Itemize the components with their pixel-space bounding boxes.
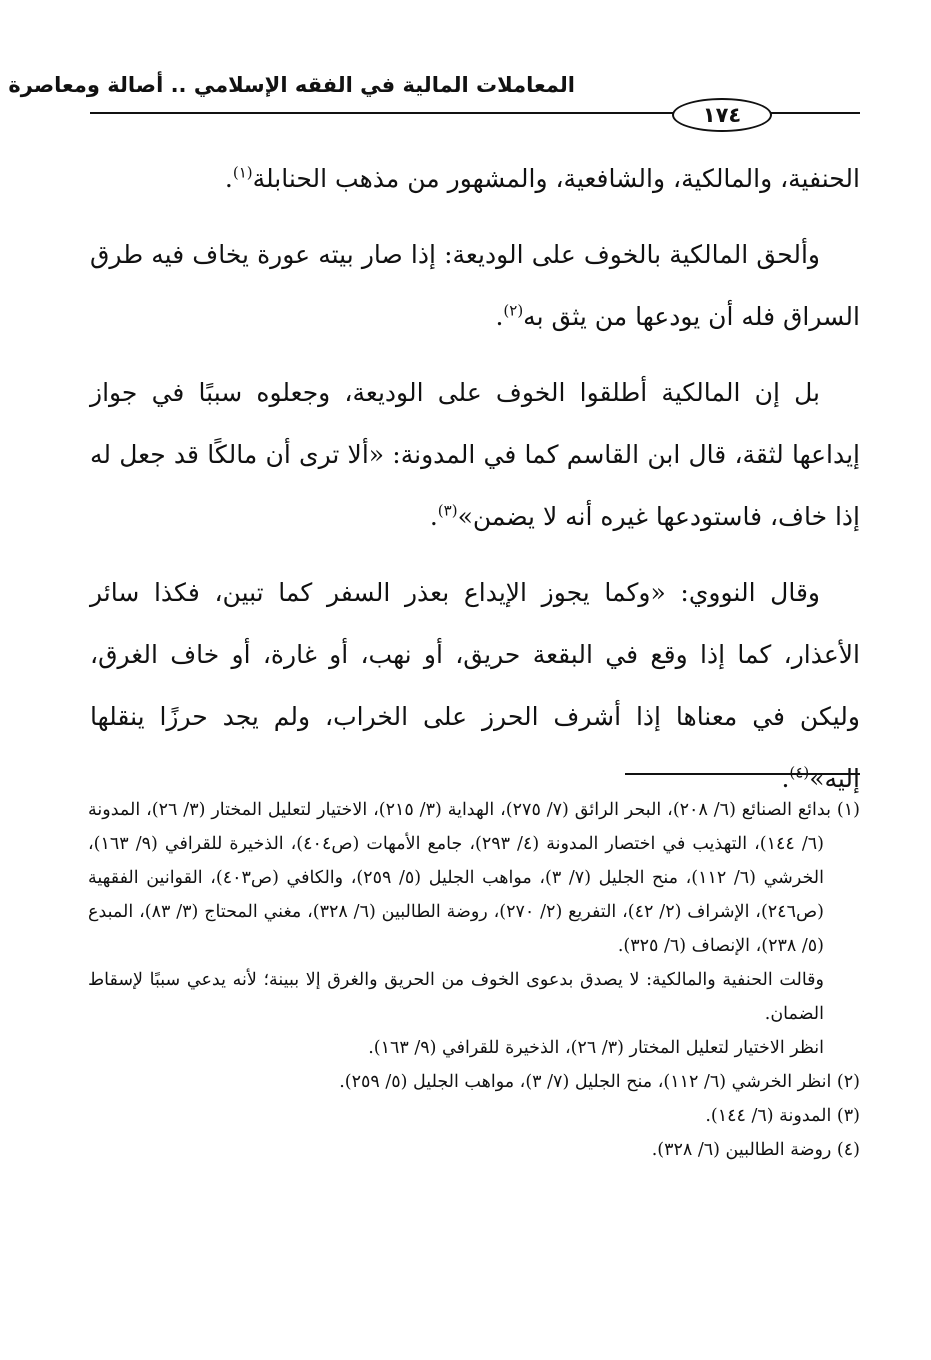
footnote-2: (٢) انظر الخرشي (٦/ ١١٢)، منح الجليل (٧/ ٣)، مواهب الجليل (٥/ ٢٥٩). bbox=[339, 1072, 860, 1092]
paragraph-tail: . bbox=[781, 764, 790, 793]
footnote-ref-4: (٤) bbox=[789, 763, 810, 782]
footnote-4: (٤) روضة الطالبين (٦/ ٣٢٨). bbox=[651, 1140, 860, 1160]
footnote-1: (١) بدائع الصنائع (٦/ ٢٠٨)، البحر الرائق (٧/ ٢٧٥)، الهداية (٣/ ٢١٥)، الاختيار لتعليل المختار (٣/ ٢٦)، المدونة (٦/ ١٤٤)، التهذيب في اختصار المدونة (٤/ ٢٩٣)، جامع الأمهات (ص٤٠٤)، الذخيرة للقرافي (٩/ ١٦٣)، الخرشي (٦/ ١١٢)، منح الجليل (٧/ ٣)، مواهب الجليل (٥/ ٢٥٩)، والكافي (ص٤٠٣)، القوانين الفقهية (ص٢٤٦)، الإشراف (٢/ ٤٢)، التفريع (٢/ ٢٧٠)، روضة الطالبين (٦/ ٣٢٨)، مغني المحتاج (٣/ ٨٣)، المبدع (٥/ ٢٣٨)، الإنصاف (٦/ ٣٢٥). bbox=[88, 800, 860, 956]
paragraph-text: بل إن المالكية أطلقوا الخوف على الوديعة، وجعلوه سببًا في جواز إيداعها لثقة، قال ابن القاسم كما في المدونة: «ألا ترى أن مالكًا قد جعل له إذا خاف، فاستودعها غيره أنه لا يضمن» bbox=[90, 378, 860, 531]
footnote-ref-3: (٣) bbox=[437, 501, 458, 520]
paragraph-text: وألحق المالكية بالخوف على الوديعة: إذا صار بيته عورة يخاف فيه طرق السراق فله أن يودعها من يثق به bbox=[90, 240, 860, 331]
footnotes bbox=[88, 793, 860, 1167]
main-text bbox=[90, 148, 860, 824]
paragraph-text: الحنفية، والمالكية، والشافعية، والمشهور من مذهب الحنابلة bbox=[252, 164, 860, 193]
paragraph-2 bbox=[90, 224, 860, 348]
footnote-ref-1: (١) bbox=[232, 163, 253, 182]
page-number-badge: ١٧٤ bbox=[672, 98, 772, 132]
paragraph-tail: . bbox=[429, 502, 438, 531]
footnote-3: (٣) المدونة (٦/ ١٤٤). bbox=[705, 1106, 860, 1126]
paragraph-3 bbox=[90, 362, 860, 548]
footnote-separator bbox=[625, 773, 860, 775]
paragraph-text: وقال النووي: «وكما يجوز الإيداع بعذر السفر كما تبين، فكذا سائر الأعذار، كما إذا وقع في البقعة حريق، أو نهب، أو غارة، أو خاف الغرق، وليكن في معناها إذا أشرف الحرز على الخراب، ولم يجد حرزًا ينقلها إليه» bbox=[90, 578, 860, 793]
paragraph-tail: . bbox=[495, 302, 504, 331]
footnote-ref-2: (٢) bbox=[503, 301, 524, 320]
running-header-title: المعاملات المالية في الفقه الإسلامي .. أصالة ومعاصرة bbox=[8, 73, 575, 97]
paragraph-1 bbox=[90, 148, 860, 210]
paragraph-tail: . bbox=[224, 164, 233, 193]
footnote-1-note: وقالت الحنفية والمالكية: لا يصدق بدعوى الخوف من الحريق والغرق إلا ببينة؛ لأنه يدعي سببًا لإسقاط الضمان. bbox=[88, 970, 824, 1024]
footnote-1-see-also: انظر الاختيار لتعليل المختار (٣/ ٢٦)، الذخيرة للقرافي (٩/ ١٦٣). bbox=[368, 1038, 824, 1058]
